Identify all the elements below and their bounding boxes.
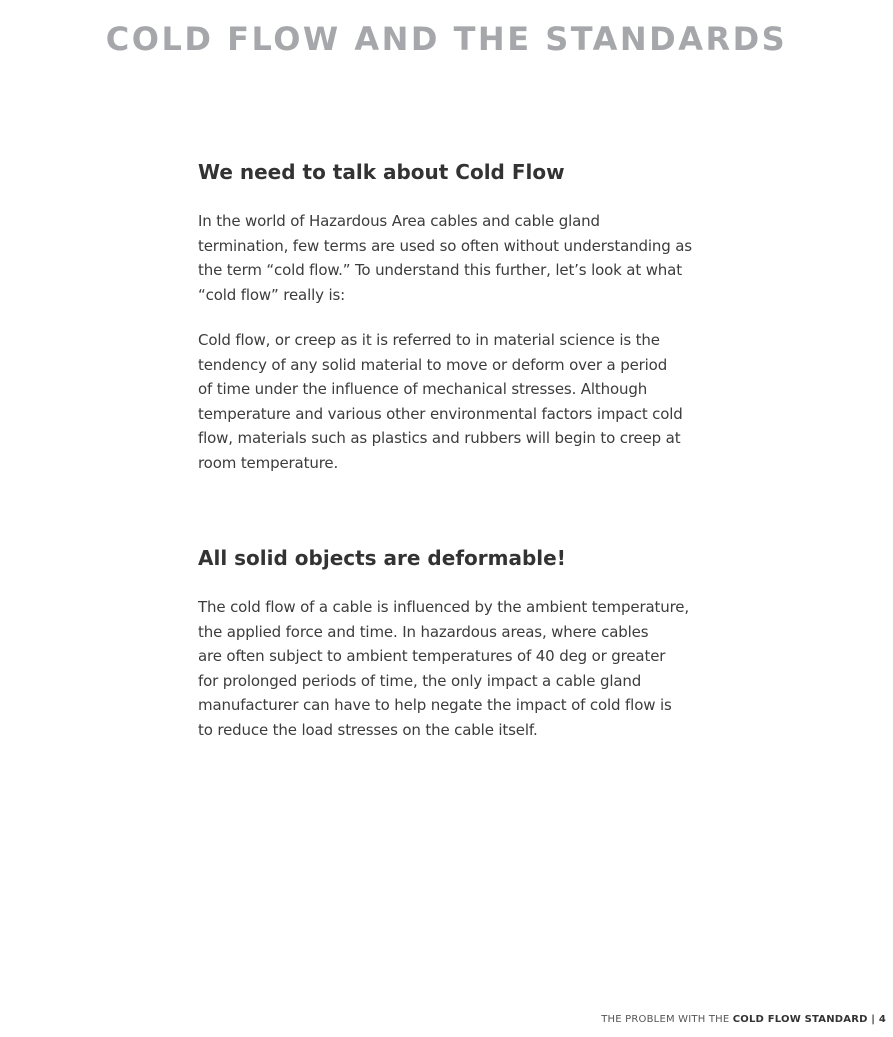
section-deformable <box>198 543 708 742</box>
paragraph-line: Cold flow, or creep as it is referred to in material science is the <box>198 331 660 349</box>
paragraph-line: The cold flow of a cable is influenced by the ambient temperature, <box>198 598 689 616</box>
section-cold-flow-intro <box>198 157 708 475</box>
paragraph-line: “cold flow” really is: <box>198 285 346 304</box>
body-paragraph <box>198 209 708 307</box>
body-paragraph <box>198 595 708 742</box>
paragraph-line: termination, few terms are used so often without understanding as <box>198 236 692 255</box>
page-number: 4 <box>878 1014 886 1025</box>
page-footer <box>601 1014 886 1025</box>
footer-separator: | <box>867 1014 879 1025</box>
paragraph-line: the applied force and time. In hazardous areas, where cables <box>198 622 649 641</box>
paragraph-line: flow, materials such as plastics and rubbers will begin to creep at <box>198 429 681 447</box>
paragraph-line: room temperature. <box>198 453 339 472</box>
paragraph-line: the term “cold flow.” To understand this further, let’s look at what <box>198 261 682 279</box>
paragraph-line: to reduce the load stresses on the cable itself. <box>198 720 538 739</box>
footer-prefix: THE PROBLEM WITH THE <box>601 1014 733 1025</box>
paragraph-line: In the world of Hazardous Area cables and cable gland <box>198 212 600 230</box>
section-heading: All solid objects are deformable! <box>198 546 566 570</box>
page-title: COLD FLOW AND THE STANDARDS <box>105 20 788 58</box>
paragraph-line: tendency of any solid material to move or deform over a period <box>198 355 668 374</box>
paragraph-line: for prolonged periods of time, the only impact a cable gland <box>198 671 642 690</box>
footer-document-title: COLD FLOW STANDARD <box>732 1014 868 1025</box>
section-heading: We need to talk about Cold Flow <box>198 160 565 184</box>
paragraph-line: temperature and various other environmental factors impact cold <box>198 404 683 423</box>
paragraph-line: of time under the influence of mechanical stresses. Although <box>198 380 648 398</box>
paragraph-line: manufacturer can have to help negate the impact of cold flow is <box>198 696 672 714</box>
paragraph-line: are often subject to ambient temperatures of 40 deg or greater <box>198 647 666 665</box>
body-paragraph <box>198 328 708 475</box>
